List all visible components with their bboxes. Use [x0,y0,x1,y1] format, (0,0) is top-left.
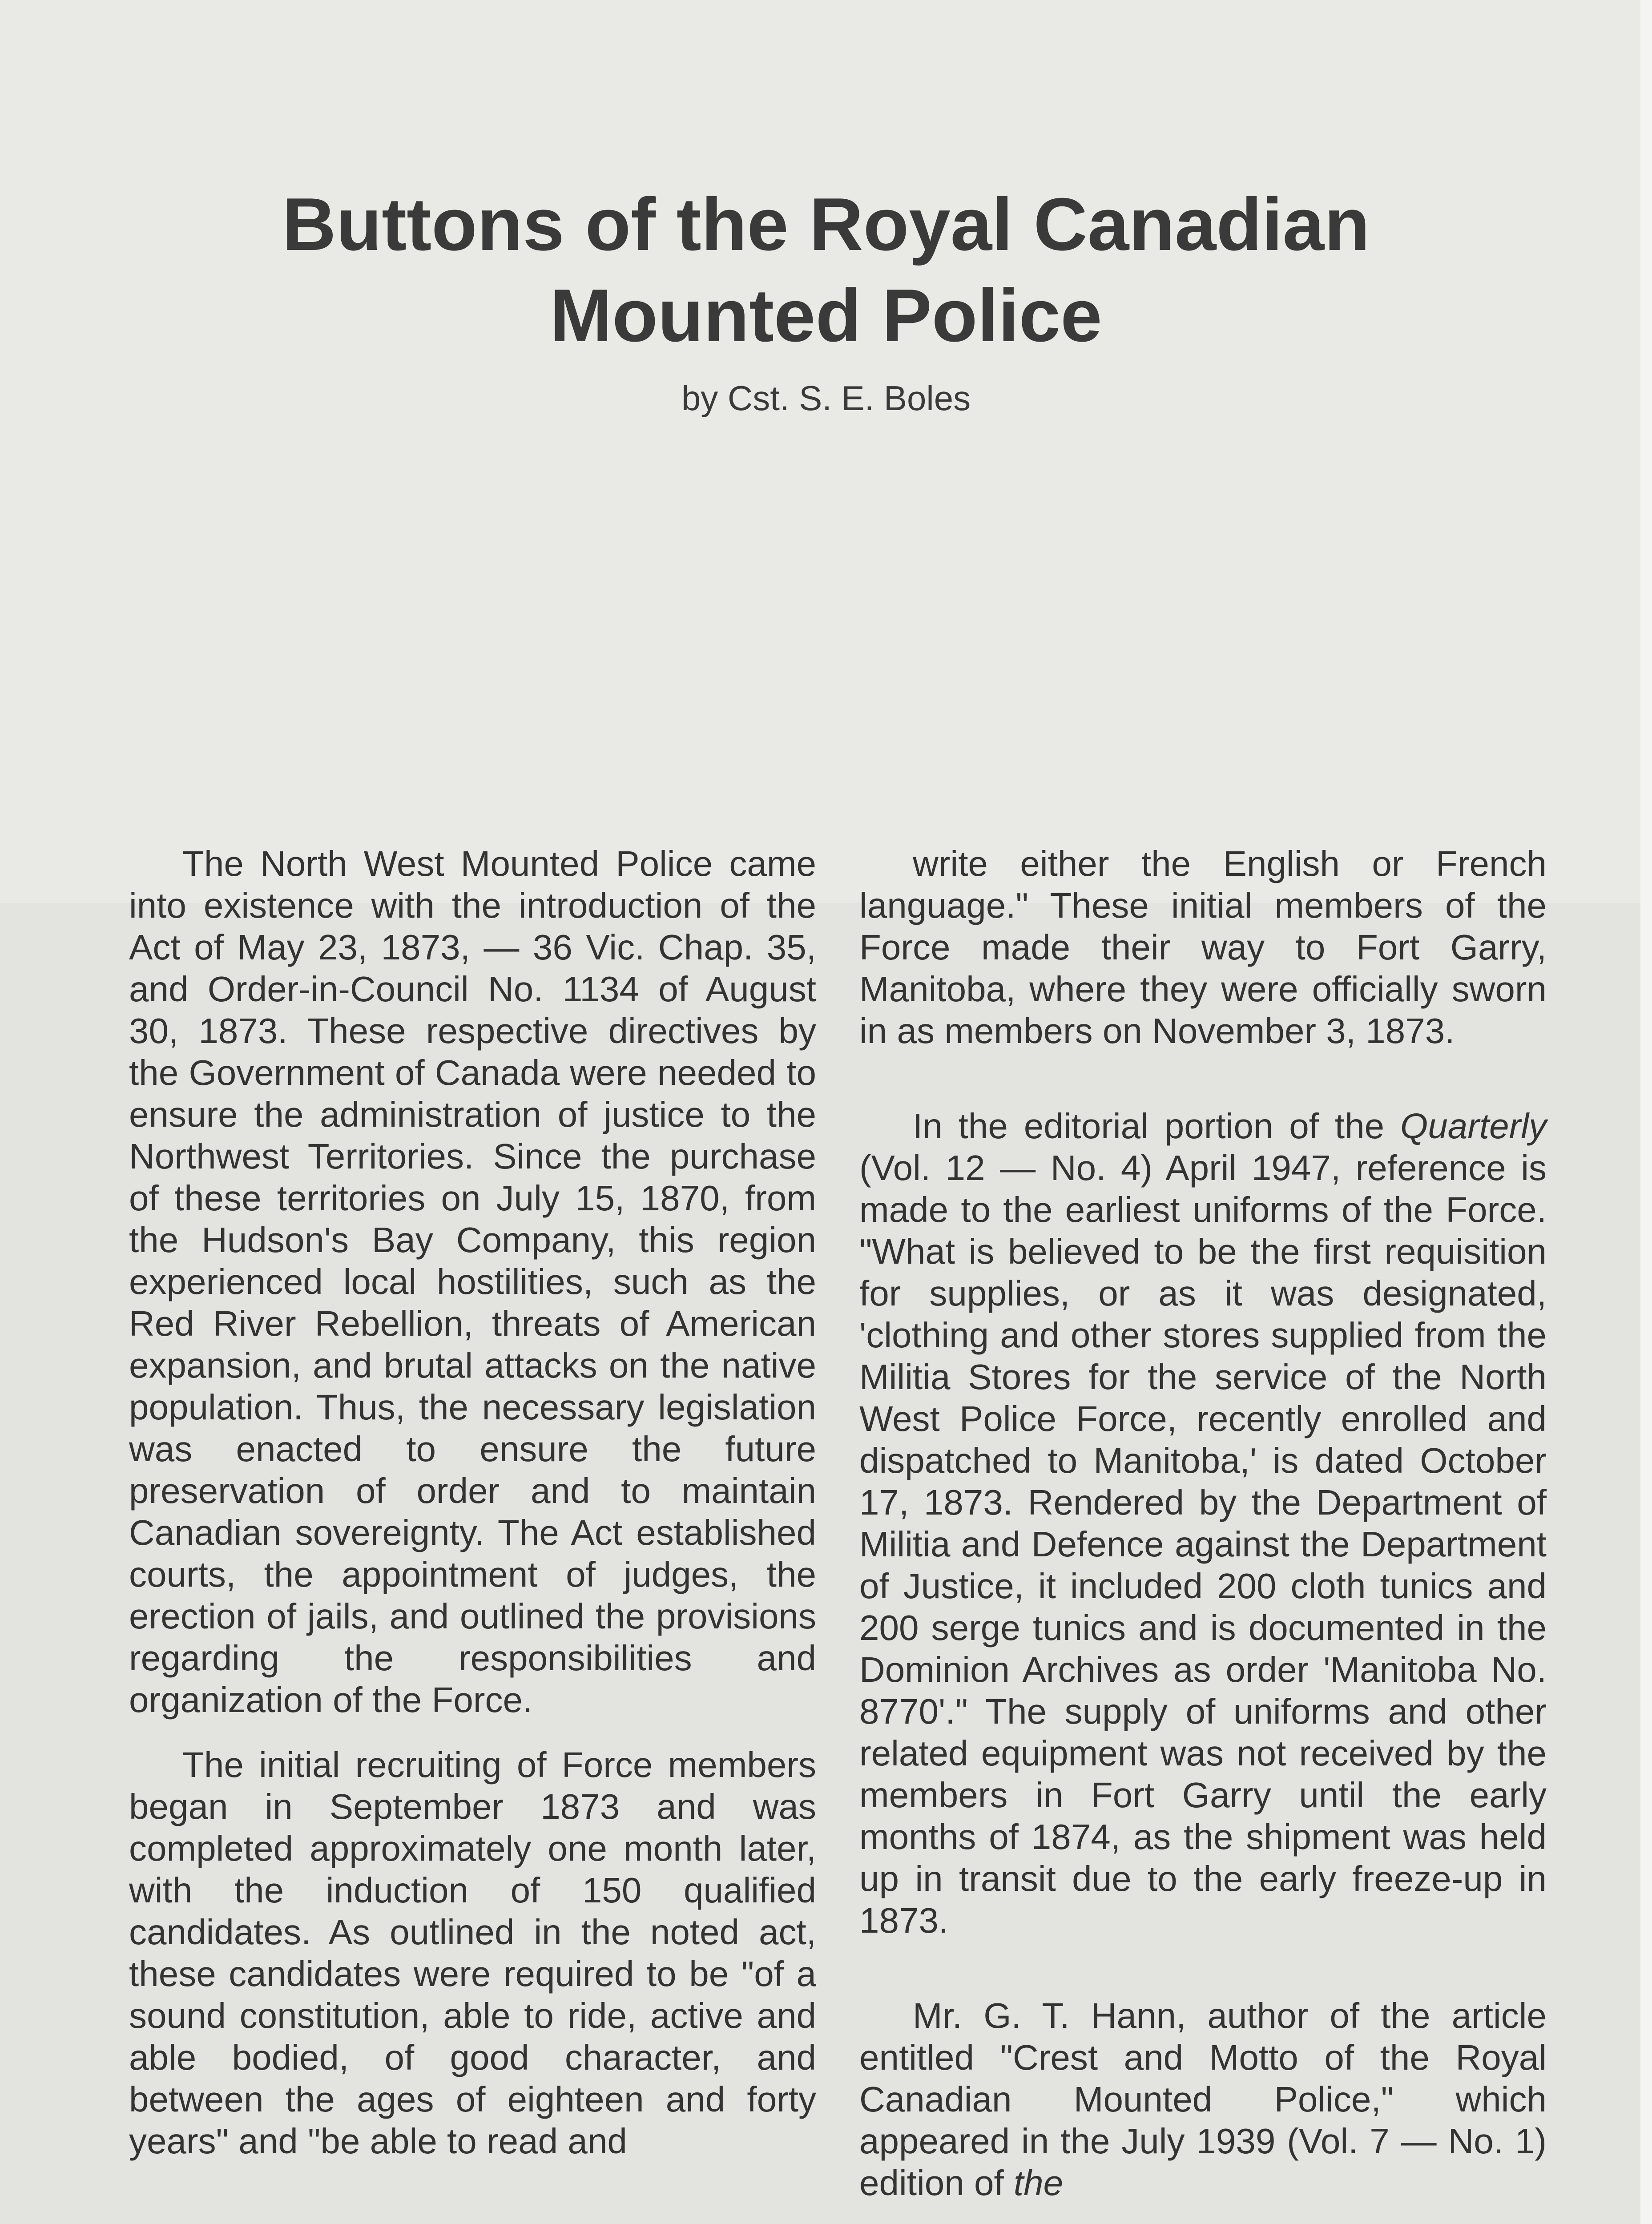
paragraph-body: Mr. G. T. Hann, author of the article entitled "Crest and Motto of the Royal Canadian Mounted Police," which appeared in the July 1939 (Vol. 7 — No. 1) edition of [859,1996,1547,2203]
left-column [129,843,816,2185]
publication-name: Quarterly [1400,1106,1547,1146]
article-title-line2: Mounted Police [550,274,1102,357]
italic-word: the [1013,2163,1064,2203]
article-byline: by Cst. S. E. Boles [681,379,971,418]
paragraph [859,1995,1547,2204]
article-title-line1: Buttons of the Royal Canadian [282,182,1370,266]
paragraph: The initial recruiting of Force members began in September 1873 and was completed approximately one month later, with the induction of 150 qualified candidates. As outlined in the noted act, these candidates were required to be "of a sound constitution, able to ride, active and able bodied, of good character, and between the ages of eighteen and forty years" and "be able to read and [129,1745,816,2161]
paragraph: write either the English or French language." These initial members of the Force made their way to Fort Garry, Manitoba, where they were officially sworn in as members on November 3, 1873. [859,844,1547,1051]
paragraph-body: (Vol. 12 — No. 4) April 1947, reference is made to the earliest uniforms of the Force. "What is believed to be the first requisition for supplies, or as it was designated, 'clothing and other stores supplied from the Militia Stores for the service of the North West Police Force, recently enrolled and dispatched to Manitoba,' is dated October 17, 1873. Rendered by the Department of Militia and Defence against the Department of Justice, it included 200 cloth tunics and 200 serge tunics and is documented in the Dominion Archives as order 'Manitoba No. 8770'." The supply of uniforms and other related equipment was not received by the members in Fort Garry until the early months of 1874, as the shipment was held up in transit due to the early freeze-up in 1873. [859,1148,1547,1940]
paragraph-lead: In the editorial portion of the [913,1106,1385,1146]
paragraph: The North West Mounted Police came into existence with the introduction of the Act of May 23, 1873, — 36 Vic. Chap. 35, and Order-in-Council No. 1134 of August 30, 1873. These respective directives by the Government of Canada were needed to ensure the administration of justice to the Northwest Territories. Since the purchase of these territories on July 15, 1870, from the Hudson's Bay Company, this region experienced local hostilities, such as the Red River Rebellion, threats of American expansion, and brutal attacks on the native population. Thus, the necessary legislation was enacted to ensure the future preservation of order and to maintain Canadian sovereignty. The Act established courts, the appointment of judges, the erection of jails, and outlined the provisions regarding the responsibilities and organization of the Force. [129,844,816,1720]
right-column [859,843,1547,2224]
paragraph [859,1105,1547,1942]
